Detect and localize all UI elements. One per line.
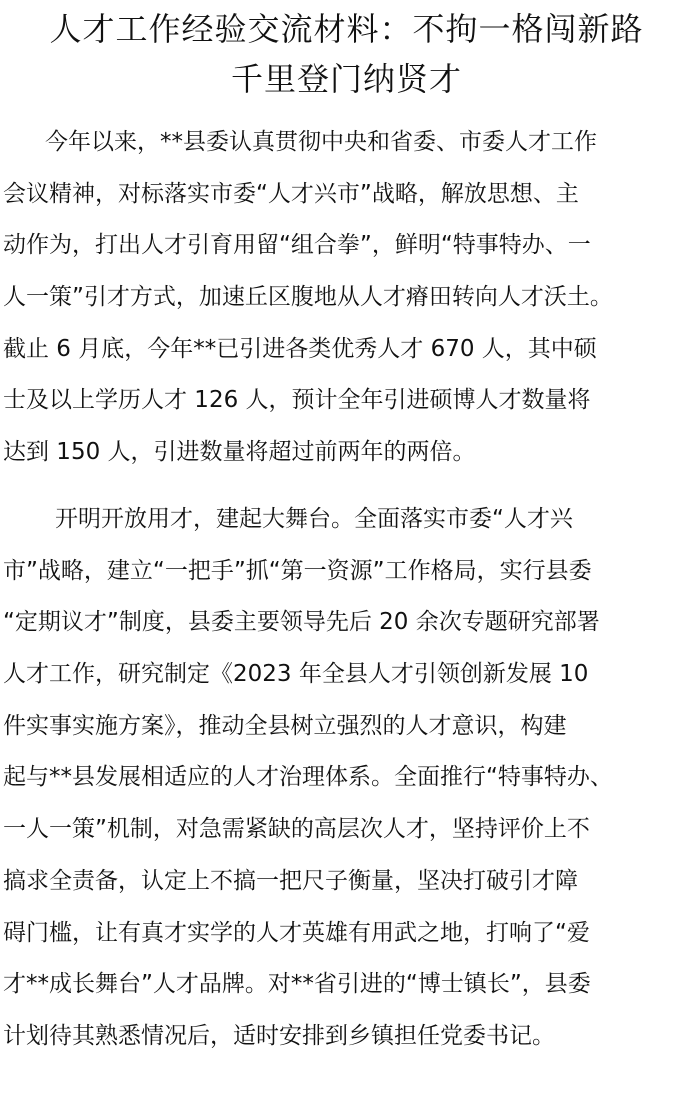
paragraph-line: 今年以来，**县委认真贯彻中央和省委、市委人才工作 [45, 129, 597, 155]
paragraph-line: 才**成长舞台”人才品牌。对**省引进的“博士镇长”，县委 [3, 971, 591, 998]
paragraph-line: 人一策”引才方式，加速丘区腹地从人才瘠田转向人才沃土。 [3, 284, 613, 311]
paragraph-2 [3, 494, 689, 1063]
paragraph-line: 动作为，打出人才引育用留“组合拳”，鲜明“特事特办、一 [3, 232, 591, 259]
paragraph-line: 市”战略，建立“一把手”抓“第一资源”工作格局，实行县委 [3, 557, 592, 584]
paragraph-line: 计划待其熟悉情况后，适时安排到乡镇担任党委书记。 [3, 1022, 555, 1049]
paragraph-line: 截止 6 月底，今年**已引进各类优秀人才 670 人，其中硕 [3, 335, 597, 362]
paragraph-line: 碍门槛，让有真才实学的人才英雄有用武之地，打响了“爱 [3, 919, 590, 946]
document-title-line-2: 千里登门纳贤才 [230, 60, 462, 98]
paragraph-line: 件实事实施方案》，推动全县树立强烈的人才意识，构建 [3, 712, 567, 739]
paragraph-line: “定期议才”制度，县委主要领导先后 20 余次专题研究部署 [3, 609, 600, 636]
paragraph-line: 一人一策”机制，对急需紧缺的高层次人才，坚持评价上不 [3, 816, 590, 843]
paragraph-1 [3, 117, 689, 479]
document-title-line-1: 人才工作经验交流材料：不拘一格闯新路 [49, 10, 644, 48]
paragraph-line: 开明开放用才，建起大舞台。全面落实市委“人才兴 [55, 506, 573, 532]
paragraph-line: 士及以上学历人才 126 人，预计全年引进硕博人才数量将 [3, 387, 591, 414]
paragraph-line: 达到 150 人，引进数量将超过前两年的两倍。 [3, 439, 476, 466]
paragraph-line: 起与**县发展相适应的人才治理体系。全面推行“特事特办、 [3, 764, 613, 791]
paragraph-line: 人才工作，研究制定《2023 年全县人才引领创新发展 10 [3, 661, 589, 688]
paragraph-line: 会议精神，对标落实市委“人才兴市”战略，解放思想、主 [3, 180, 579, 207]
paragraph-line: 搞求全责备，认定上不搞一把尺子衡量，坚决打破引才障 [3, 867, 578, 894]
